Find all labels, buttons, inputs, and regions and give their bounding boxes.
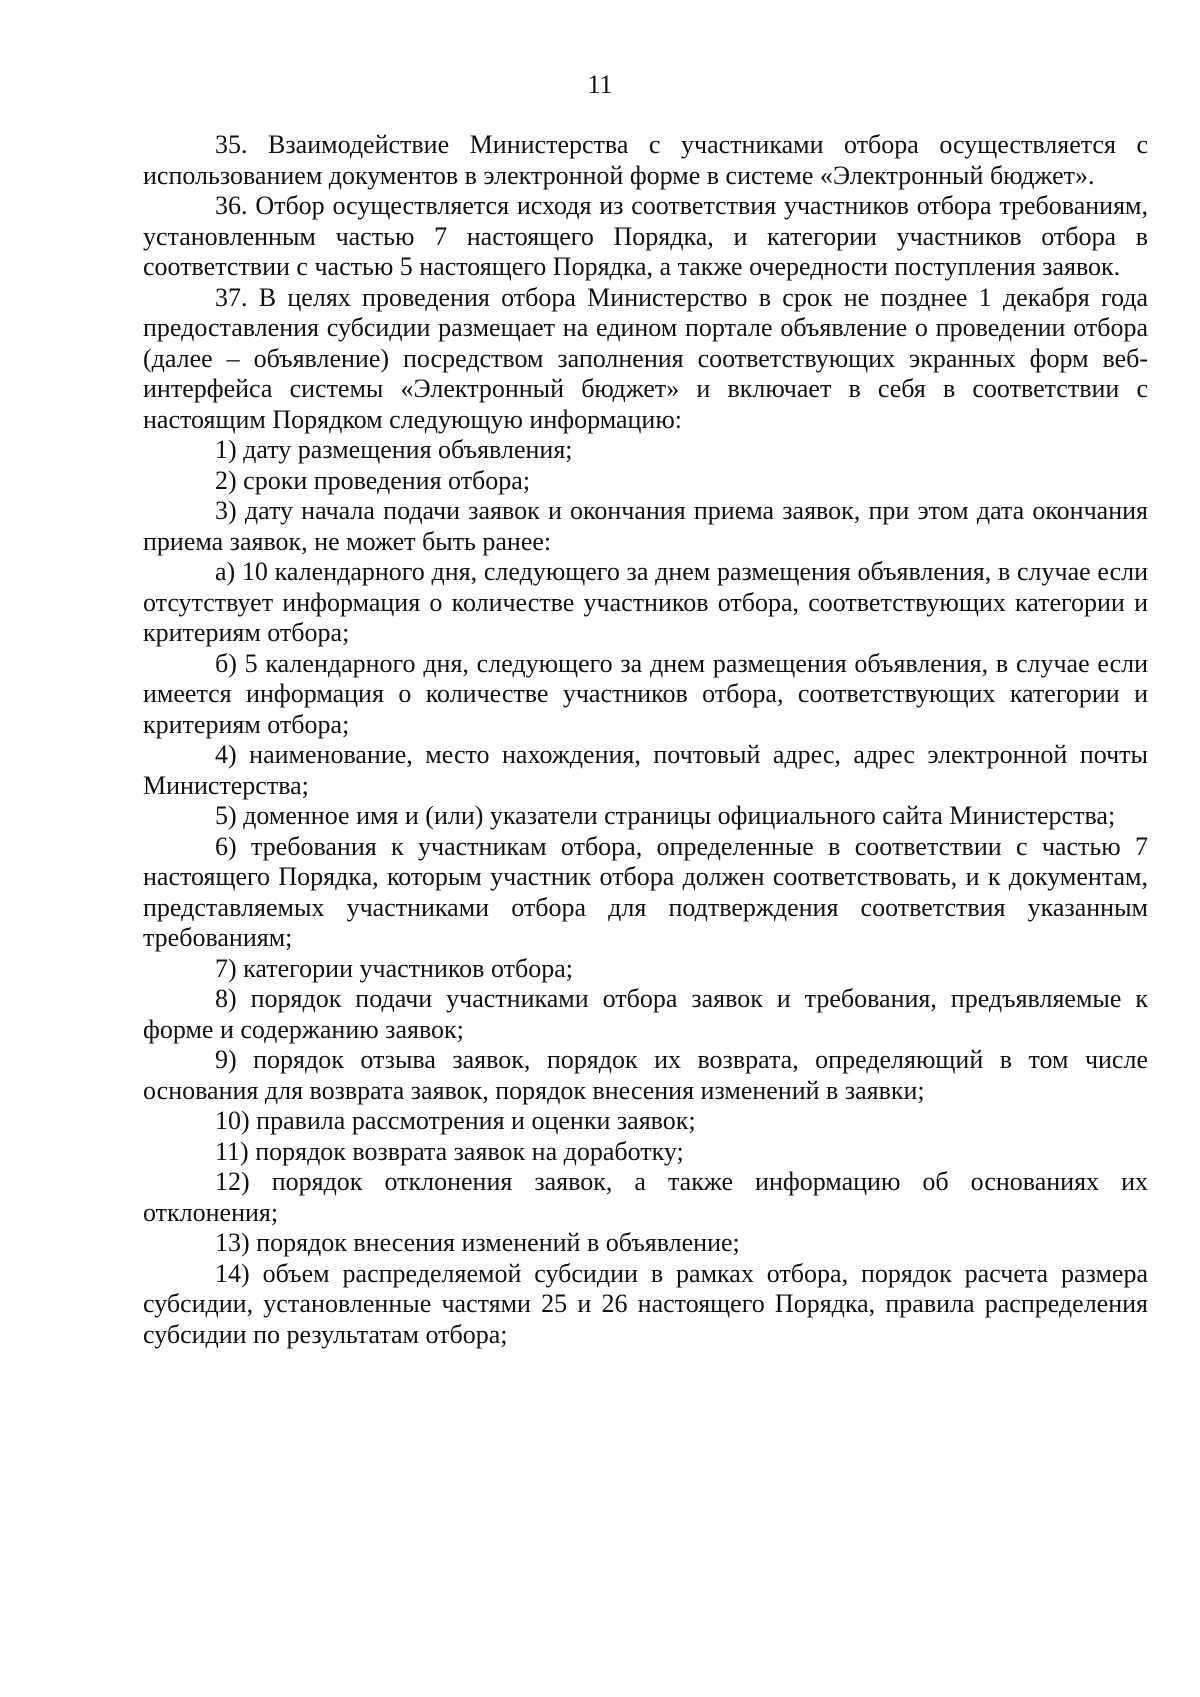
list-item-1: 1) дату размещения объявления; [215,435,573,464]
page-number: 11 [587,70,613,99]
list-item-5: 5) доменное имя и (или) указатели страницы официального сайта Министерства; [215,801,1116,830]
paragraph-36: 36. Отбор осуществляется исходя из соответствия участников отбора требованиям, установленным частью 7 настоящего Порядка, и категории участников отбора в соответствии с частью 5 настоящего Порядка, а также очередности поступления заявок. [143,191,1148,281]
list-item-14: 14) объем распределяемой субсидии в рамках отбора, порядок расчета размера субсидии, установленные частями 25 и 26 настоящего Порядка, правила распределения субсидии по результатам отбора; [143,1258,1148,1349]
list-item-9: 9) порядок отзыва заявок, порядок их возврата, определяющий в том числе основания для возврата заявок, порядок внесения изменений в заявки; [143,1045,1148,1105]
list-item-10: 10) правила рассмотрения и оценки заявок; [215,1106,696,1135]
list-item-3b: б) 5 календарного дня, следующего за днем размещения объявления, в случае если имеется информация о количестве участников отбора, соответствующих категории и критериям отбора; [143,648,1148,739]
list-item-12: 12) порядок отклонения заявок, а также информацию об основаниях их отклонения; [143,1167,1148,1227]
list-item-11: 11) порядок возврата заявок на доработку; [215,1136,684,1166]
list-item-7: 7) категории участников отбора; [215,953,573,983]
list-item-3: 3) дату начала подачи заявок и окончания приема заявок, при этом дата окончания приема заявок, не может быть ранее: [143,496,1148,556]
list-item-8: 8) порядок подачи участниками отбора заявок и требования, предъявляемые к форме и содержанию заявок; [143,984,1148,1044]
list-item-6: 6) требования к участникам отбора, определенные в соответствии с частью 7 настоящего Порядка, которым участник отбора должен соответствовать, и к документам, представляемых участниками отбора для подтверждения соответствия указанным требованиям; [143,831,1148,952]
document-body [143,130,1148,1350]
list-item-2: 2) сроки проведения отбора; [215,465,531,495]
list-item-13: 13) порядок внесения изменений в объявление; [215,1228,740,1257]
list-item-3a: а) 10 календарного дня, следующего за днем размещения объявления, в случае если отсутствует информация о количестве участников отбора, соответствующих категории и критериям отбора; [143,557,1148,647]
paragraph-35: 35. Взаимодействие Министерства с участниками отбора осуществляется с использованием документов в электронной форме в системе «Электронный бюджет». [143,130,1148,190]
list-item-4: 4) наименование, место нахождения, почтовый адрес, адрес электронной почты Министерства; [143,740,1148,800]
paragraph-37: 37. В целях проведения отбора Министерство в срок не позднее 1 декабря года предоставления субсидии размещает на едином портале объявление о проведении отбора (далее – объявление) посредством заполнения соответствующих экранных форм веб-интерфейса системы «Электронный бюджет» и включает в себя в соответствии с настоящим Порядком следующую информацию: [143,282,1148,434]
